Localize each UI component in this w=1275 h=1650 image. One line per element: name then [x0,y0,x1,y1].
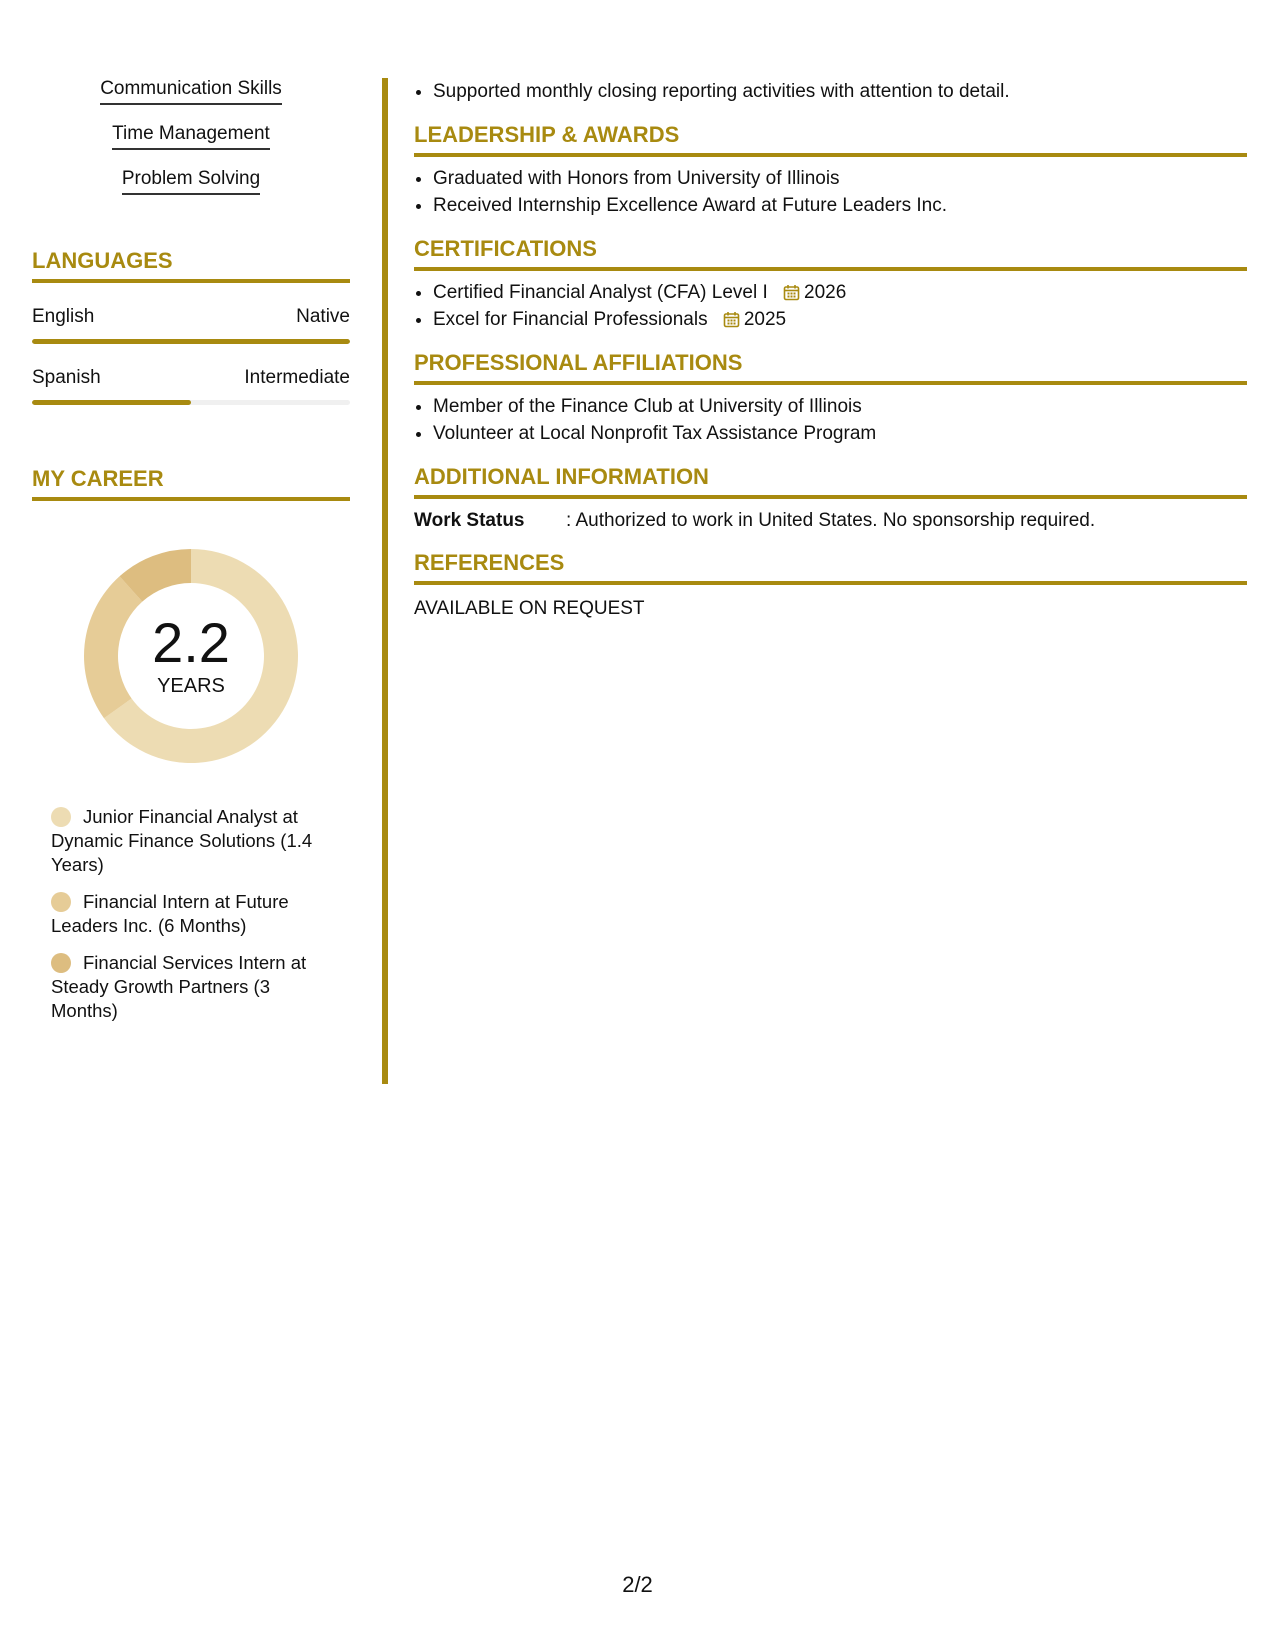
certification-name: Certified Financial Analyst (CFA) Level I [433,282,768,303]
legend-dot [51,807,71,827]
career-heading: MY CAREER [32,465,350,501]
legend-label: Junior Financial Analyst at Dynamic Finance Solutions (1.4 Years) [51,806,313,875]
leadership-heading: LEADERSHIP & AWARDS [414,121,1247,157]
list-item: • Received Internship Excellence Award at Future Leaders Inc. [433,192,1247,219]
legend-label: Financial Intern at Future Leaders Inc. (6 Months) [51,891,289,936]
language-english [32,305,350,344]
language-bar [32,339,350,344]
skill-item: Problem Solving [122,168,260,195]
affiliations-list [414,393,1247,447]
list-item: • Supported monthly closing reporting activities with attention to detail. [433,78,1247,105]
language-level: Intermediate [244,367,350,388]
calendar-icon [783,284,800,301]
languages-heading: LANGUAGES [32,247,350,283]
list-item [433,306,1247,333]
leadership-list [414,165,1247,219]
skills-list [32,78,350,213]
column-divider [382,78,388,1084]
right-column [414,78,1247,621]
language-bar-fill [32,339,350,344]
left-column [32,78,350,1036]
legend-dot [51,892,71,912]
affiliations-heading: PROFESSIONAL AFFILIATIONS [414,349,1247,385]
list-item [433,279,1247,306]
language-level: Native [296,306,350,327]
language-bar-fill [32,400,191,405]
certifications-heading: CERTIFICATIONS [414,235,1247,271]
career-total-unit: YEARS [157,675,225,697]
list-item: • Volunteer at Local Nonprofit Tax Assistance Program [433,420,1247,447]
work-status-row [414,509,1247,533]
career-donut-chart [78,543,304,769]
additional-info-heading: ADDITIONAL INFORMATION [414,463,1247,499]
legend-item [51,805,330,877]
skill-item: Time Management [112,123,270,150]
legend-item [51,890,330,938]
language-name: Spanish [32,367,101,388]
language-name: English [32,306,95,327]
references-text: AVAILABLE ON REQUEST [414,598,645,619]
list-item: • Graduated with Honors from University of Illinois [433,165,1247,192]
skill-item: Communication Skills [100,78,282,105]
certification-year: 2026 [804,282,847,303]
legend-label: Financial Services Intern at Steady Growth Partners (3 Months) [51,952,307,1021]
experience-continued-list [414,78,1247,105]
certifications-list [414,279,1247,333]
career-legend [32,805,350,1023]
language-bar [32,400,350,405]
language-spanish [32,366,350,405]
legend-dot [51,953,71,973]
list-item: • Member of the Finance Club at University of Illinois [433,393,1247,420]
legend-item [51,951,330,1023]
career-total-years: 2.2 [152,611,230,674]
page-number: 2/2 [622,1572,653,1597]
certification-year: 2025 [743,309,787,330]
calendar-icon [723,311,740,328]
references-heading: REFERENCES [414,549,1247,585]
certification-name: Excel for Financial Professionals [433,309,708,330]
work-status-value: : Authorized to work in United States. No sponsorship required. [566,510,1096,531]
work-status-label: Work Status [414,510,525,531]
